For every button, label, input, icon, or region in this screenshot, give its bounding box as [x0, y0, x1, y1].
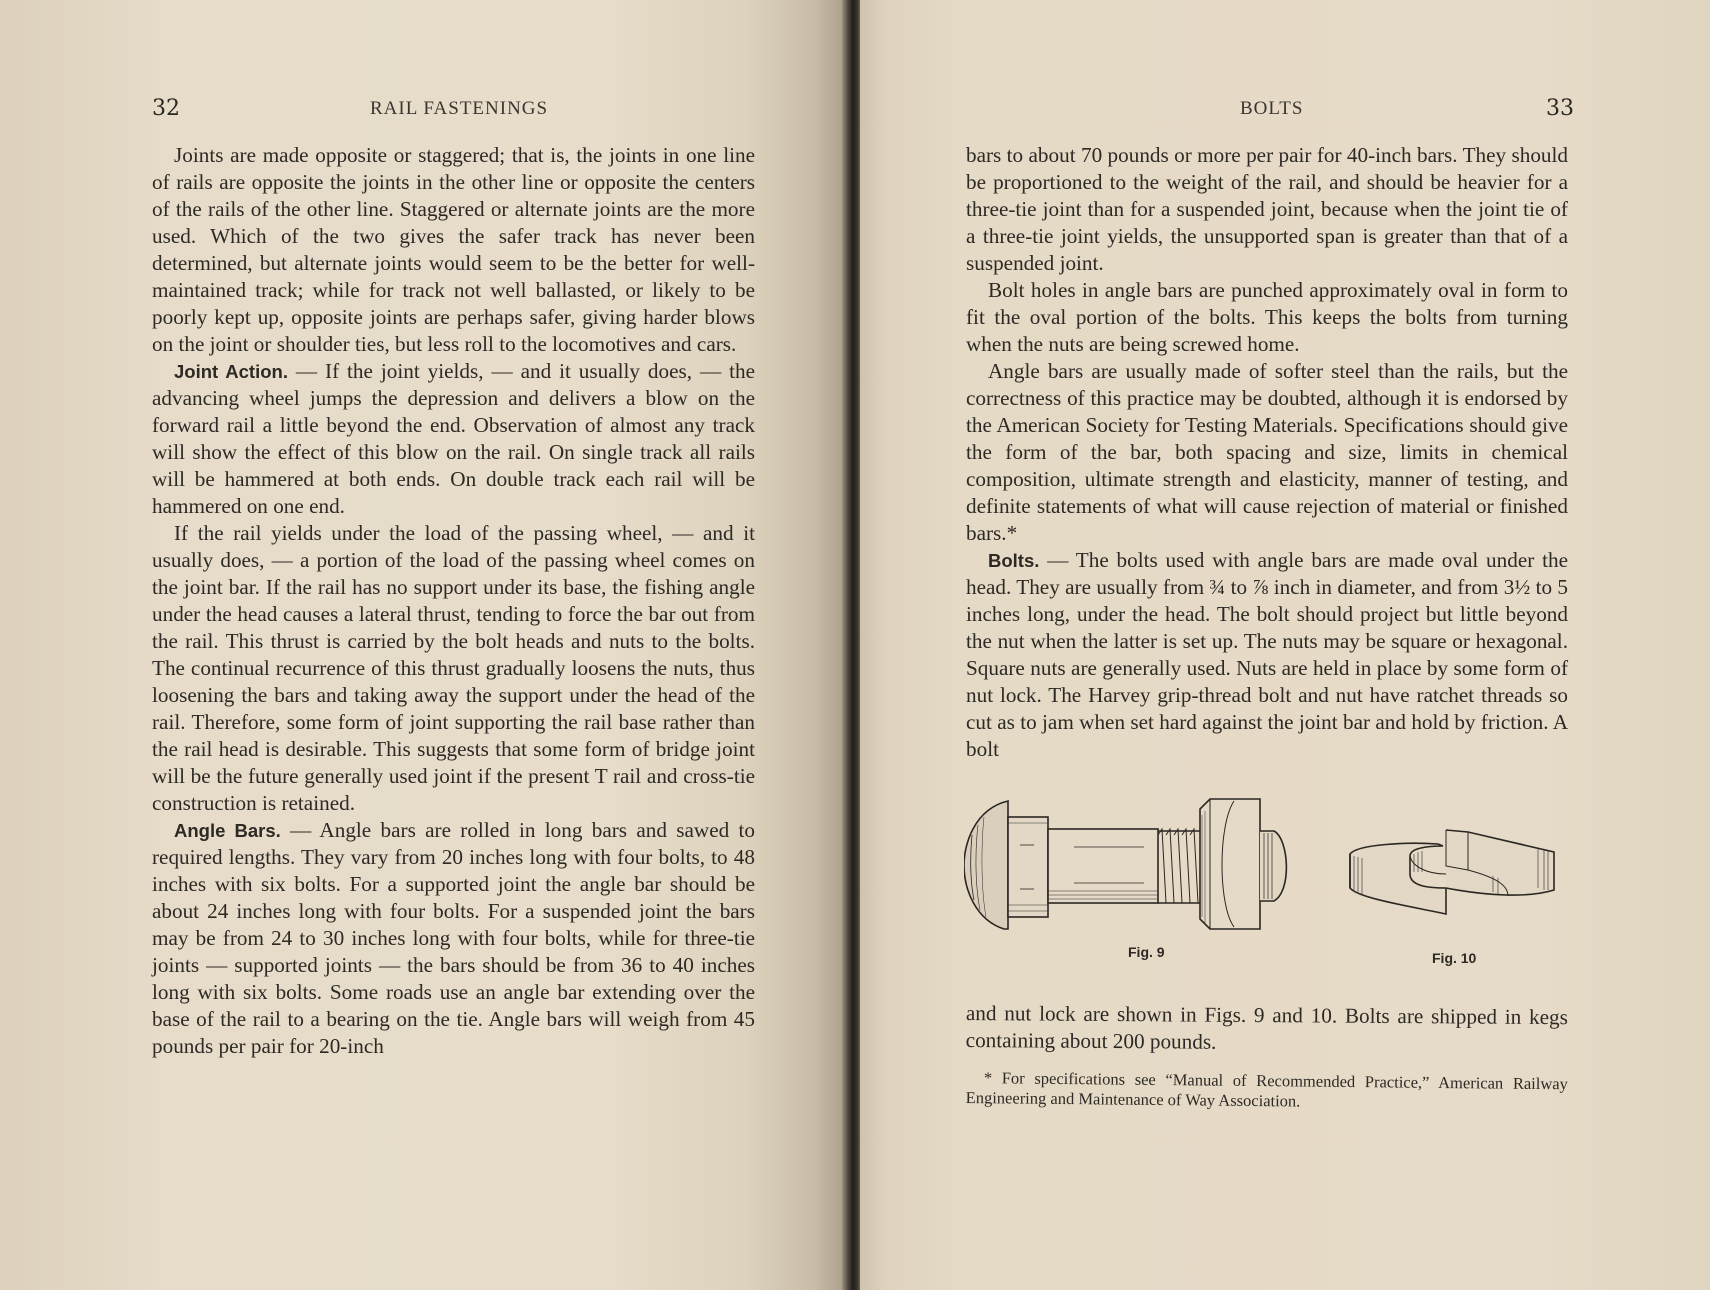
section-heading-angle-bars: Angle Bars.: [174, 820, 281, 841]
page-number: 33: [1546, 96, 1574, 121]
figure-nut-lock-illustration: [1348, 826, 1558, 918]
section-heading-joint-action: Joint Action.: [174, 361, 288, 382]
nut-lock-icon: [1348, 826, 1558, 918]
paragraph: Bolts. — The bolts used with angle bars are made oval under the head. They are usually from ¾ to ⅞ inch in diameter, and from 3½ to 5 inches long, under the head. The bolt should project but little beyond the nut when the latter is set up. The nuts may be square or hexagonal. Square nuts are generally used. Nuts are held in place by some form of nut lock. The Harvey grip-thread bolt and nut have ratchet threads so cut as to jam when set hard against the joint bar and hold by friction. A bolt: [966, 548, 1568, 761]
paragraph: Angle bars are usually made of softer steel than the rails, but the correctness of this practice may be doubted, although it is endorsed by the American Society for Testing Materials. Specifications should give the form of the bar, both spacing and size, limits in chemical composition, ultimate strength and elasticity, manner of testing, and definite statements of what will cause rejection of material or finished bars.*: [966, 359, 1568, 545]
page-number: 32: [152, 96, 180, 121]
footnote: [966, 1068, 1568, 1114]
left-page: [0, 0, 848, 1290]
paragraph: Joints are made opposite or staggered; that is, the joints in one line of rails are opposite the joints in the other line or opposite the centers of the rails of the other line. Staggered or alternate joints are the more used. Which of the two gives the safer track has never been determined, but alternate joints would seem to be the better for well-maintained track; while for track not well ballasted, or likely to be poorly kept up, opposite joints are perhaps safer, giving harder blows on the joint or shoulder ties, but less roll to the locomotives and cars.: [152, 143, 755, 356]
figure-caption: Fig. 9: [1128, 944, 1165, 960]
paragraph: Bolt holes in angle bars are punched approximately oval in form to fit the oval portion of the bolts. This keeps the bolts from turning when the nuts are being screwed home.: [966, 278, 1568, 356]
figure-caption: Fig. 10: [1432, 950, 1477, 966]
running-head: RAIL FASTENINGS: [370, 98, 549, 119]
paragraph: If the rail yields under the load of the passing wheel, — and it usually does, — a portion of the load of the passing wheel comes on the joint bar. If the rail has no support under its base, the fishing angle under the head causes a lateral thrust, tending to force the bar out from the rail. This thrust is carried by the bolt heads and nuts to the bolts. The continual recurrence of this thrust gradually loosens the nuts, thus loosening the bars and taking away the support under the head of the rail. Therefore, some form of joint supporting the rail base rather than the rail head is desirable. This suggests that some form of bridge joint will be the future generally used joint if the present T rail and cross-tie construction is retained.: [152, 521, 755, 815]
running-head: BOLTS: [1240, 98, 1304, 119]
paragraph: Angle Bars. — Angle bars are rolled in long bars and sawed to required lengths. They vary from 20 inches long with four bolts, to 48 inches with six bolts. For a supported joint the angle bar should be about 24 inches long with four bolts. For a suspended joint the bars may be from 24 to 30 inches long with four bolts, while for three-tie joints — supported joints — the bars should be from 36 to 40 inches long with six bolts. Some roads use an angle bar extending over the base of the rail to a bearing on the tie. Angle bars will weigh from 45 pounds per pair for 20-inch: [152, 818, 755, 1058]
paragraph: bars to about 70 pounds or more per pair for 40-inch bars. They should be proportioned to the weight of the rail, and should be heavier for a three-tie joint than for a suspended joint, because when the joint tie of a three-tie joint yields, the unsupported span is greater than that of a suspended joint.: [966, 143, 1568, 275]
left-body-text: [152, 142, 755, 1060]
paragraph: and nut lock are shown in Figs. 9 and 10. Bolts are shipped in kegs containing about 200 pounds.: [965, 1001, 1568, 1054]
bolt-icon: [964, 795, 1304, 935]
footnote-marker: *: [983, 1068, 993, 1088]
right-body-text-continued: [966, 1000, 1568, 1058]
figure-bolt-illustration: [964, 795, 1304, 935]
section-heading-bolts: Bolts.: [988, 550, 1040, 571]
footnote-text: For specifications see “Manual of Recommended Practice,” American Railway Engineering and Maintenance of Way Association.: [965, 1068, 1568, 1111]
right-page: [860, 0, 1710, 1290]
paragraph: Joint Action. — If the joint yields, — and it usually does, — the advancing wheel jumps the depression and delivers a blow on the forward rail a little beyond the end. Observation of almost any track will show the effect of this blow on the rail. On single track all rails will be hammered at both ends. On double track each rail will be hammered on one end.: [152, 359, 755, 518]
right-body-text: [966, 142, 1568, 763]
